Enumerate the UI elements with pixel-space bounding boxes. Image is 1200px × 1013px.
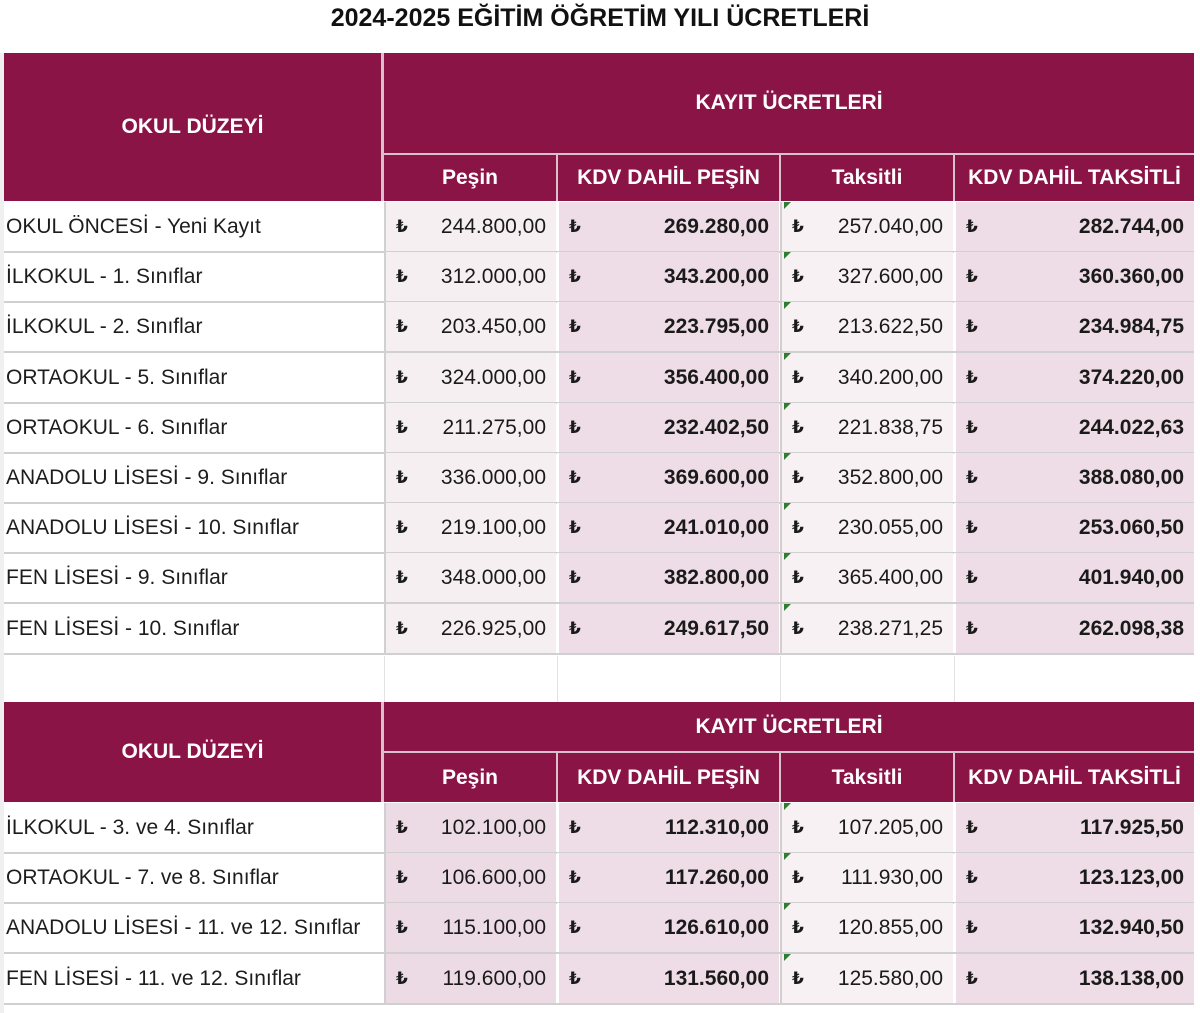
- fee-value: 138.138,00: [1078, 966, 1184, 990]
- col-header-pesin: Peşin: [384, 753, 556, 802]
- lira-sign-icon: ₺: [569, 367, 581, 387]
- col-header-taksitli: Taksitli: [781, 753, 953, 802]
- pesin-cell: [384, 803, 556, 852]
- fee-value: 131.560,00: [663, 966, 769, 990]
- col-header-taksitli: Taksitli: [781, 155, 953, 201]
- kdv-pesin-cell: [557, 604, 779, 653]
- lira-sign-icon: ₺: [569, 618, 581, 638]
- taksitli-cell: [780, 903, 953, 952]
- table-row: [4, 954, 1194, 1005]
- fee-value: 203.450,00: [440, 315, 546, 339]
- fee-value: 249.617,50: [663, 616, 769, 640]
- school-level-label: OKUL ÖNCESİ - Yeni Kayıt: [6, 215, 261, 238]
- pesin-cell: [384, 302, 556, 351]
- kdv-taksitli-cell: [954, 453, 1194, 502]
- fee-value: 119.600,00: [442, 966, 546, 990]
- lira-sign-icon: ₺: [966, 367, 978, 387]
- lira-sign-icon: ₺: [396, 568, 408, 588]
- lira-sign-icon: ₺: [569, 468, 581, 487]
- lira-sign-icon: ₺: [396, 618, 408, 638]
- lira-sign-icon: ₺: [396, 968, 408, 988]
- table-row: [4, 803, 1194, 854]
- lira-sign-icon: ₺: [792, 918, 804, 938]
- spacer-row: [4, 656, 1194, 702]
- comment-marker-icon: [784, 553, 791, 560]
- lira-sign-icon: ₺: [396, 217, 408, 236]
- kdv-pesin-cell: [557, 853, 779, 902]
- lira-sign-icon: ₺: [792, 568, 804, 588]
- taksitli-cell: [780, 604, 953, 653]
- comment-marker-icon: [784, 803, 791, 810]
- comment-marker-icon: [784, 202, 791, 209]
- school-level-label: İLKOKUL - 3. ve 4. Sınıflar: [6, 816, 254, 839]
- kdv-pesin-cell: [557, 202, 779, 251]
- lira-sign-icon: ₺: [966, 417, 978, 437]
- fee-value: 219.100,00: [440, 516, 546, 540]
- fee-value: 230.055,00: [837, 516, 943, 540]
- header-divider: [953, 155, 955, 201]
- lira-sign-icon: ₺: [569, 568, 581, 588]
- lira-sign-icon: ₺: [792, 868, 804, 888]
- fee-value: 120.855,00: [837, 916, 943, 940]
- fee-value: 340.200,00: [837, 365, 943, 389]
- lira-sign-icon: ₺: [396, 918, 408, 938]
- lira-sign-icon: ₺: [396, 317, 408, 337]
- school-level-label: ORTAOKUL - 7. ve 8. Sınıflar: [6, 866, 279, 890]
- pesin-cell: [384, 252, 556, 301]
- fee-value: 369.600,00: [663, 466, 769, 489]
- school-level-label: ORTAOKUL - 6. Sınıflar: [6, 415, 228, 439]
- lira-sign-icon: ₺: [792, 417, 804, 437]
- col-header-pesin: Peşin: [384, 155, 556, 201]
- table-row: [4, 553, 1194, 604]
- lira-sign-icon: ₺: [792, 267, 804, 287]
- kdv-pesin-cell: [557, 453, 779, 502]
- fee-value: 327.600,00: [837, 265, 943, 289]
- lira-sign-icon: ₺: [966, 267, 978, 287]
- lira-sign-icon: ₺: [966, 568, 978, 588]
- fee-value: 111.930,00: [841, 866, 943, 890]
- fee-value: 352.800,00: [837, 466, 943, 489]
- taksitli-cell: [780, 503, 953, 552]
- taksitli-cell: [780, 853, 953, 902]
- fee-value: 374.220,00: [1078, 365, 1184, 389]
- school-level-label: FEN LİSESİ - 10. Sınıflar: [6, 616, 240, 640]
- fee-value: 223.795,00: [663, 315, 769, 339]
- lira-sign-icon: ₺: [792, 818, 804, 837]
- kdv-pesin-cell: [557, 403, 779, 452]
- lira-sign-icon: ₺: [569, 217, 581, 236]
- kdv-pesin-cell: [557, 803, 779, 852]
- kdv-pesin-cell: [557, 954, 779, 1003]
- kdv-pesin-cell: [557, 503, 779, 552]
- page-title: 2024-2025 EĞİTİM ÖĞRETİM YILI ÜCRETLERİ: [330, 4, 870, 32]
- lira-sign-icon: ₺: [966, 968, 978, 988]
- col-header-kdv-taksitli: KDV DAHİL TAKSİTLİ: [955, 155, 1194, 201]
- fee-value: 106.600,00: [440, 866, 546, 890]
- header-divider: [779, 155, 781, 201]
- fee-value: 115.100,00: [442, 916, 546, 940]
- fee-value: 241.010,00: [663, 516, 769, 540]
- lira-sign-icon: ₺: [569, 267, 581, 287]
- kdv-pesin-cell: [557, 302, 779, 351]
- comment-marker-icon: [784, 302, 791, 309]
- lira-sign-icon: ₺: [396, 267, 408, 287]
- lira-sign-icon: ₺: [569, 868, 581, 888]
- pesin-cell: [384, 853, 556, 902]
- kdv-taksitli-cell: [954, 202, 1194, 251]
- fee-value: 253.060,50: [1078, 516, 1184, 540]
- col-header-kdv-taksitli: KDV DAHİL TAKSİTLİ: [955, 753, 1194, 802]
- table-row: [4, 403, 1194, 454]
- header-divider: [953, 753, 955, 802]
- fee-value: 348.000,00: [440, 566, 546, 590]
- kdv-taksitli-cell: [954, 853, 1194, 902]
- col-header-kdv-pesin: KDV DAHİL PEŞİN: [558, 753, 779, 802]
- comment-marker-icon: [784, 853, 791, 860]
- fee-value: 123.123,00: [1078, 866, 1184, 890]
- kdv-taksitli-cell: [954, 252, 1194, 301]
- lira-sign-icon: ₺: [396, 367, 408, 387]
- fee-value: 343.200,00: [663, 265, 769, 289]
- kdv-taksitli-cell: [954, 604, 1194, 653]
- fee-value: 107.205,00: [837, 816, 943, 839]
- comment-marker-icon: [784, 954, 791, 961]
- lira-sign-icon: ₺: [966, 217, 978, 236]
- fee-value: 401.940,00: [1078, 566, 1184, 590]
- lira-sign-icon: ₺: [792, 968, 804, 988]
- school-level-label: FEN LİSESİ - 11. ve 12. Sınıflar: [6, 966, 301, 990]
- fee-value: 244.022,63: [1078, 415, 1184, 439]
- school-level-label: ANADOLU LİSESİ - 10. Sınıflar: [6, 516, 299, 540]
- table-row: [4, 302, 1194, 353]
- kdv-taksitli-cell: [954, 302, 1194, 351]
- lira-sign-icon: ₺: [569, 968, 581, 988]
- lira-sign-icon: ₺: [396, 417, 408, 437]
- level-header: OKUL DÜZEYİ: [4, 53, 381, 201]
- fee-value: 117.925,50: [1080, 816, 1184, 839]
- lira-sign-icon: ₺: [966, 918, 978, 938]
- comment-marker-icon: [784, 353, 791, 360]
- fee-value: 244.800,00: [440, 215, 546, 238]
- lira-sign-icon: ₺: [966, 317, 978, 337]
- fee-value: 257.040,00: [837, 215, 943, 238]
- fee-value: 336.000,00: [440, 466, 546, 489]
- lira-sign-icon: ₺: [396, 468, 408, 487]
- table-row: [4, 853, 1194, 904]
- comment-marker-icon: [784, 403, 791, 410]
- comment-marker-icon: [784, 604, 791, 611]
- lira-sign-icon: ₺: [569, 918, 581, 938]
- kdv-pesin-cell: [557, 353, 779, 402]
- fee-value: 232.402,50: [663, 415, 769, 439]
- lira-sign-icon: ₺: [792, 317, 804, 337]
- school-level-label: ORTAOKUL - 5. Sınıflar: [6, 365, 228, 389]
- fee-value: 238.271,25: [837, 616, 943, 640]
- taksitli-cell: [780, 302, 953, 351]
- fee-value: 213.622,50: [837, 315, 943, 339]
- lira-sign-icon: ₺: [569, 417, 581, 437]
- level-header: OKUL DÜZEYİ: [4, 702, 381, 802]
- pesin-cell: [384, 553, 556, 602]
- kdv-taksitli-cell: [954, 503, 1194, 552]
- lira-sign-icon: ₺: [966, 618, 978, 638]
- kdv-taksitli-cell: [954, 403, 1194, 452]
- kdv-taksitli-cell: [954, 954, 1194, 1003]
- table-row: [4, 353, 1194, 404]
- school-level-label: İLKOKUL - 1. Sınıflar: [6, 265, 203, 289]
- lira-sign-icon: ₺: [966, 818, 978, 837]
- fee-value: 365.400,00: [837, 566, 943, 590]
- fee-value: 221.838,75: [837, 415, 943, 439]
- kdv-taksitli-cell: [954, 553, 1194, 602]
- fee-value: 211.275,00: [442, 415, 546, 439]
- fee-value: 388.080,00: [1078, 466, 1184, 489]
- lira-sign-icon: ₺: [966, 518, 978, 538]
- table-row: [4, 202, 1194, 253]
- taksitli-cell: [780, 453, 953, 502]
- lira-sign-icon: ₺: [792, 618, 804, 638]
- fee-value: 234.984,75: [1078, 315, 1184, 339]
- lira-sign-icon: ₺: [792, 468, 804, 487]
- table-row: [4, 903, 1194, 954]
- fee-value: 112.310,00: [665, 816, 769, 839]
- pesin-cell: [384, 453, 556, 502]
- fee-value: 282.744,00: [1078, 215, 1184, 238]
- fee-value: 269.280,00: [663, 215, 769, 238]
- kdv-pesin-cell: [557, 252, 779, 301]
- table-row: [4, 252, 1194, 303]
- pesin-cell: [384, 403, 556, 452]
- taksitli-cell: [780, 553, 953, 602]
- fee-value: 126.610,00: [663, 916, 769, 940]
- taksitli-cell: [780, 403, 953, 452]
- pesin-cell: [384, 202, 556, 251]
- comment-marker-icon: [784, 503, 791, 510]
- kdv-taksitli-cell: [954, 903, 1194, 952]
- pesin-cell: [384, 503, 556, 552]
- taksitli-cell: [780, 954, 953, 1003]
- comment-marker-icon: [784, 453, 791, 460]
- table-row: [4, 503, 1194, 554]
- pesin-cell: [384, 353, 556, 402]
- fee-value: 117.260,00: [665, 866, 769, 890]
- lira-sign-icon: ₺: [569, 317, 581, 337]
- kdv-taksitli-cell: [954, 353, 1194, 402]
- kdv-pesin-cell: [557, 553, 779, 602]
- taksitli-cell: [780, 252, 953, 301]
- lira-sign-icon: ₺: [966, 468, 978, 487]
- comment-marker-icon: [784, 252, 791, 259]
- group-header: KAYIT ÜCRETLERİ: [384, 53, 1194, 153]
- lira-sign-icon: ₺: [792, 217, 804, 236]
- school-level-label: ANADOLU LİSESİ - 11. ve 12. Sınıflar: [6, 916, 361, 940]
- table-row: [4, 453, 1194, 504]
- taksitli-cell: [780, 803, 953, 852]
- col-header-kdv-pesin: KDV DAHİL PEŞİN: [558, 155, 779, 201]
- comment-marker-icon: [784, 903, 791, 910]
- lira-sign-icon: ₺: [966, 868, 978, 888]
- fee-value: 324.000,00: [440, 365, 546, 389]
- fee-value: 226.925,00: [440, 616, 546, 640]
- header-divider: [556, 753, 558, 802]
- fee-value: 356.400,00: [663, 365, 769, 389]
- taksitli-cell: [780, 202, 953, 251]
- fee-value: 360.360,00: [1078, 265, 1184, 289]
- kdv-taksitli-cell: [954, 803, 1194, 852]
- fee-value: 382.800,00: [663, 566, 769, 590]
- pesin-cell: [384, 954, 556, 1003]
- table-row: [4, 604, 1194, 655]
- taksitli-cell: [780, 353, 953, 402]
- lira-sign-icon: ₺: [569, 818, 581, 837]
- kdv-pesin-cell: [557, 903, 779, 952]
- pesin-cell: [384, 604, 556, 653]
- lira-sign-icon: ₺: [396, 518, 408, 538]
- fee-value: 312.000,00: [440, 265, 546, 289]
- lira-sign-icon: ₺: [792, 367, 804, 387]
- lira-sign-icon: ₺: [396, 868, 408, 888]
- header-divider: [779, 753, 781, 802]
- lira-sign-icon: ₺: [396, 818, 408, 837]
- fee-value: 262.098,38: [1078, 616, 1184, 640]
- fee-value: 102.100,00: [440, 816, 546, 839]
- school-level-label: ANADOLU LİSESİ - 9. Sınıflar: [6, 466, 288, 489]
- fee-value: 132.940,50: [1078, 916, 1184, 940]
- fee-value: 125.580,00: [837, 966, 943, 990]
- school-level-label: FEN LİSESİ - 9. Sınıflar: [6, 566, 228, 590]
- pesin-cell: [384, 903, 556, 952]
- lira-sign-icon: ₺: [569, 518, 581, 538]
- school-level-label: İLKOKUL - 2. Sınıflar: [6, 315, 203, 339]
- lira-sign-icon: ₺: [792, 518, 804, 538]
- header-divider: [556, 155, 558, 201]
- group-header: KAYIT ÜCRETLERİ: [384, 702, 1194, 751]
